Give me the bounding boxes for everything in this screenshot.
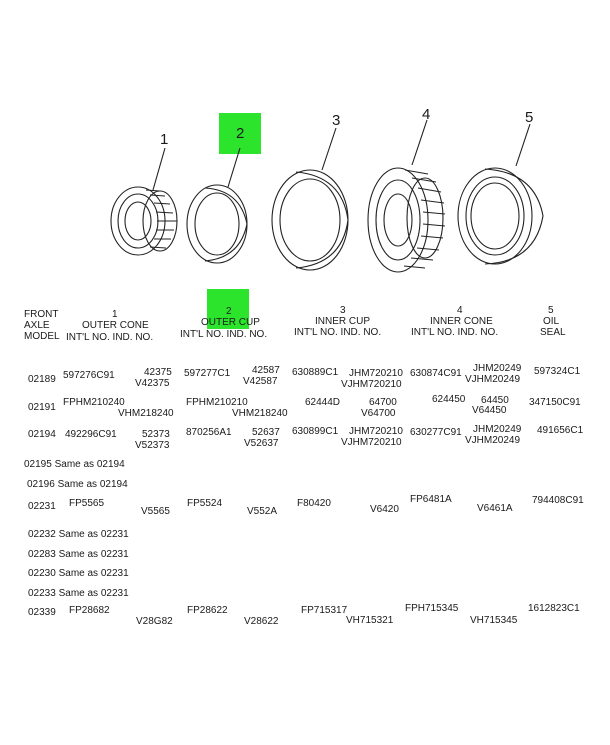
header-col3-name: INNER CUP [315, 316, 371, 327]
same-as-row [27, 479, 128, 490]
outer-cup-ind: 42587 [252, 365, 280, 376]
outer-cup-ind-alt: V52637 [244, 438, 279, 449]
part-4-inner-cone [368, 168, 445, 272]
header-col3-number: 3 [340, 305, 346, 316]
part-2-outer-cup [187, 185, 247, 263]
outer-cup-ind-alt: V552A [247, 506, 278, 517]
part-5-oil-seal [458, 168, 543, 264]
oil-seal: 491656C1 [537, 425, 584, 436]
part-1-outer-cone [111, 187, 177, 255]
outer-cup-intl: FP5524 [187, 498, 223, 509]
outer-cup-ind-alt: VHM218240 [232, 408, 288, 419]
leader-line-1 [153, 148, 165, 190]
part-3-inner-cup [272, 170, 348, 270]
header-col5-name2: SEAL [540, 327, 566, 338]
outer-cup-ind-alt: V42587 [243, 376, 278, 387]
row-model: 02231 [28, 501, 56, 512]
header-col2-number: 2 [226, 306, 232, 317]
leader-line-2 [228, 148, 240, 187]
inner-cup-intl: FP715317 [301, 605, 348, 616]
inner-cone-ind-alt: V64450 [472, 405, 507, 416]
inner-cup-ind: JHM720210 [349, 368, 403, 379]
header-col5-name: OIL [543, 316, 560, 327]
same-as-text: Same as 02231 [58, 549, 129, 560]
inner-cone-ind-alt: VJHM20249 [465, 374, 521, 385]
inner-cone-ind-alt: VH715345 [470, 615, 518, 626]
header-model: MODEL [24, 331, 60, 342]
row-model: 02196 [27, 479, 55, 490]
callout-1: 1 [160, 131, 169, 148]
oil-seal: 1612823C1 [528, 603, 580, 614]
row-model: 02232 [28, 529, 56, 540]
row-model: 02194 [28, 429, 56, 440]
outer-cone-intl: FP28682 [69, 605, 110, 616]
inner-cone-intl: 630874C91 [410, 368, 462, 379]
inner-cone-ind: JHM20249 [473, 363, 522, 374]
inner-cup-intl: 630899C1 [292, 426, 339, 437]
leader-line-4 [412, 120, 427, 165]
row-model: 02189 [28, 374, 56, 385]
same-as-text: Same as 02194 [57, 479, 128, 490]
outer-cone-intl: 492296C91 [65, 429, 117, 440]
inner-cone-ind: JHM20249 [473, 424, 522, 435]
callout-3: 3 [332, 112, 341, 129]
row-model: 02283 [28, 549, 56, 560]
callout-4: 4 [422, 106, 431, 123]
inner-cup-ind-alt: VJHM720210 [341, 379, 402, 390]
header-col1-sub: INT'L NO. IND. NO. [66, 332, 154, 343]
header-col2-name: OUTER CUP [201, 317, 260, 328]
header-col2-sub: INT'L NO. IND. NO. [180, 329, 268, 340]
row-model: 02339 [28, 607, 56, 618]
same-as-row [28, 529, 129, 540]
bearing-parts-illustration [0, 0, 610, 300]
outer-cone-intl: 597276C91 [63, 370, 115, 381]
outer-cone-ind-alt: V5565 [141, 506, 170, 517]
inner-cup-ind: 64700 [369, 397, 397, 408]
callout-2: 2 [236, 125, 245, 142]
callout-5: 5 [525, 109, 534, 126]
outer-cup-intl: 870256A1 [186, 427, 232, 438]
inner-cup-ind-alt: VH715321 [346, 615, 394, 626]
oil-seal: 347150C91 [529, 397, 581, 408]
header-col3-sub: INT'L NO. IND. NO. [294, 327, 382, 338]
same-as-text: Same as 02194 [54, 459, 125, 470]
inner-cone-intl: FPH715345 [405, 603, 459, 614]
inner-cone-intl: FP6481A [410, 494, 452, 505]
oil-seal: 794408C91 [532, 495, 584, 506]
same-as-row [28, 568, 129, 579]
header-col4-sub: INT'L NO. IND. NO. [411, 327, 499, 338]
header-front: FRONT [24, 309, 59, 320]
header-col5-number: 5 [548, 305, 554, 316]
inner-cone-ind-alt: VJHM20249 [465, 435, 521, 446]
outer-cup-intl: 597277C1 [184, 368, 231, 379]
row-model: 02191 [28, 402, 56, 413]
oil-seal: 597324C1 [534, 366, 581, 377]
outer-cone-ind: 42375 [144, 367, 172, 378]
inner-cone-intl: 624450 [432, 394, 466, 405]
outer-cup-intl: FP28622 [187, 605, 228, 616]
header-col4-name: INNER CONE [430, 316, 493, 327]
inner-cone-intl: 630277C91 [410, 427, 462, 438]
inner-cup-ind: JHM720210 [349, 426, 403, 437]
outer-cone-intl: FPHM210240 [63, 397, 125, 408]
inner-cup-ind-alt: VJHM720210 [341, 437, 402, 448]
inner-cup-ind-alt: V6420 [370, 504, 399, 515]
outer-cup-ind-alt: V28622 [244, 616, 279, 627]
same-as-row [28, 588, 129, 599]
same-as-text: Same as 02231 [58, 588, 129, 599]
leader-line-3 [322, 128, 336, 170]
outer-cone-ind: 52373 [142, 429, 170, 440]
outer-cup-intl: FPHM210210 [186, 397, 248, 408]
header-axle: AXLE [24, 320, 50, 331]
outer-cone-intl: FP5565 [69, 498, 105, 509]
inner-cup-ind-alt: V64700 [361, 408, 396, 419]
same-as-text: Same as 02231 [58, 568, 129, 579]
outer-cone-ind-alt: V52373 [135, 440, 170, 451]
outer-cone-ind-alt: V42375 [135, 378, 170, 389]
same-as-row [28, 549, 129, 560]
leader-line-5 [516, 124, 530, 166]
inner-cone-ind: 64450 [481, 395, 509, 406]
row-model: 02195 [24, 459, 52, 470]
same-as-text: Same as 02231 [58, 529, 129, 540]
outer-cone-ind-alt: V28G82 [136, 616, 173, 627]
same-as-row [24, 459, 125, 470]
header-col1-number: 1 [112, 309, 118, 320]
row-model: 02233 [28, 588, 56, 599]
outer-cup-ind: 52637 [252, 427, 280, 438]
inner-cup-intl: 62444D [305, 397, 341, 408]
inner-cup-intl: F80420 [297, 498, 331, 509]
inner-cup-intl: 630889C1 [292, 367, 339, 378]
outer-cone-ind-alt: VHM218240 [118, 408, 174, 419]
row-model: 02230 [28, 568, 56, 579]
header-col1-name: OUTER CONE [82, 320, 149, 331]
header-col4-number: 4 [457, 305, 463, 316]
inner-cone-ind-alt: V6461A [477, 503, 513, 514]
